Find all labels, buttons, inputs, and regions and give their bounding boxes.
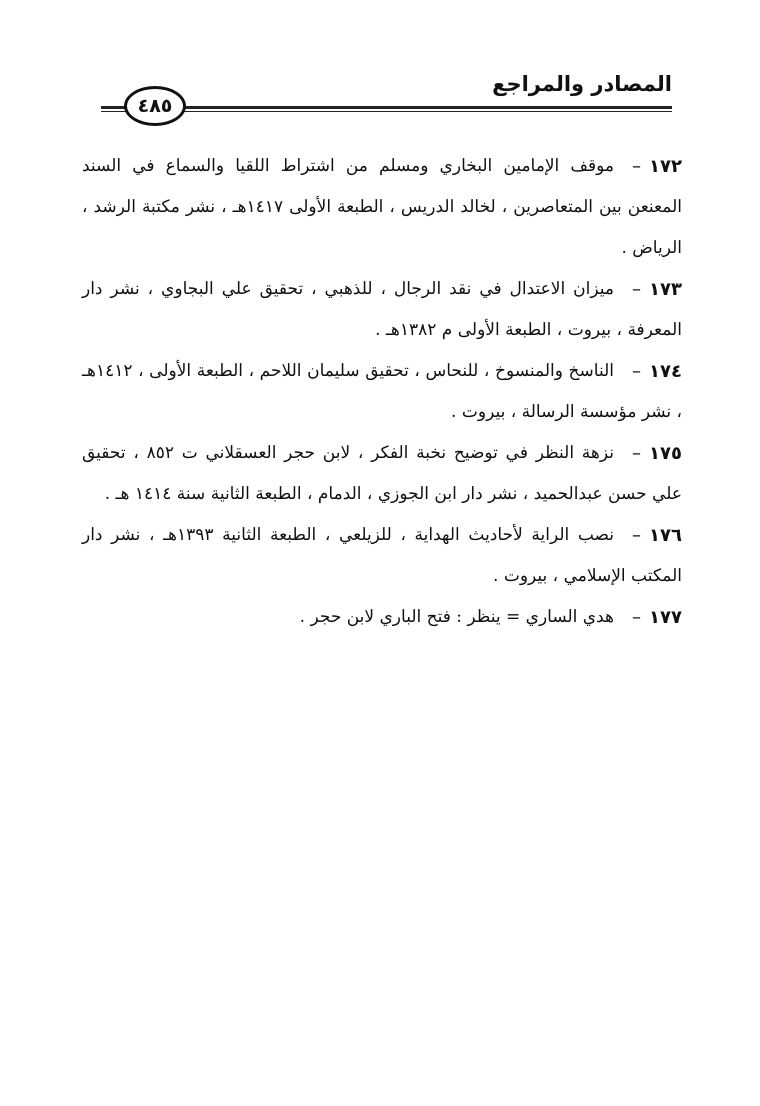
- page-header-title: المصادر والمراجع: [492, 72, 672, 96]
- reference-entry: [82, 597, 682, 638]
- entry-text: نزهة النظر في توضيح نخبة الفكر ، لابن حجر العسقلاني ت ٨٥٢ ، تحقيق علي حسن عبدالحميد ، نشر دار ابن الجوزي ، الدمام ، الطبعة الثانية سنة ١٤١٤ هـ .: [82, 443, 682, 504]
- entry-text: نصب الراية لأحاديث الهداية ، للزيلعي ، الطبعة الثانية ١٣٩٣هـ ، نشر دار المكتب الإسلامي ، بيروت .: [82, 525, 682, 586]
- header-rule-thin: [183, 111, 672, 112]
- reference-entry: [82, 351, 682, 433]
- entry-number: ١٧٣–: [632, 279, 682, 300]
- entry-number: ١٧٥–: [632, 443, 682, 464]
- entry-text: هدي الساري = ينظر : فتح الباري لابن حجر .: [299, 607, 614, 627]
- entry-text: ميزان الاعتدال في نقد الرجال ، للذهبي ، تحقيق علي البجاوي ، نشر دار المعرفة ، بيروت ، الطبعة الأولى م ١٣٨٢هـ .: [82, 279, 682, 340]
- entry-text: موقف الإمامين البخاري ومسلم من اشتراط اللقيا والسماع في السند المعنعن بين المتعاصرين ، لخالد الدريس ، الطبعة الأولى ١٤١٧هـ ، نشر مكتبة الرشد ، الرياض .: [82, 156, 682, 258]
- entry-number: ١٧٦–: [632, 525, 682, 546]
- entry-number: ١٧٧–: [632, 607, 682, 628]
- reference-entry: [82, 433, 682, 515]
- reference-entry: [82, 515, 682, 597]
- entry-number: ١٧٤–: [632, 361, 682, 382]
- header-rule-thick: [183, 106, 672, 109]
- references-list: [82, 146, 682, 638]
- reference-entry: [82, 146, 682, 269]
- header-rule-left-thin: [101, 111, 127, 112]
- reference-entry: [82, 269, 682, 351]
- page-number-badge: ٤٨٥: [124, 86, 186, 126]
- entry-text: الناسخ والمنسوخ ، للنحاس ، تحقيق سليمان اللاحم ، الطبعة الأولى ، ١٤١٢هـ ، نشر مؤسسة الرسالة ، بيروت .: [82, 361, 682, 422]
- entry-number: ١٧٢–: [632, 156, 682, 177]
